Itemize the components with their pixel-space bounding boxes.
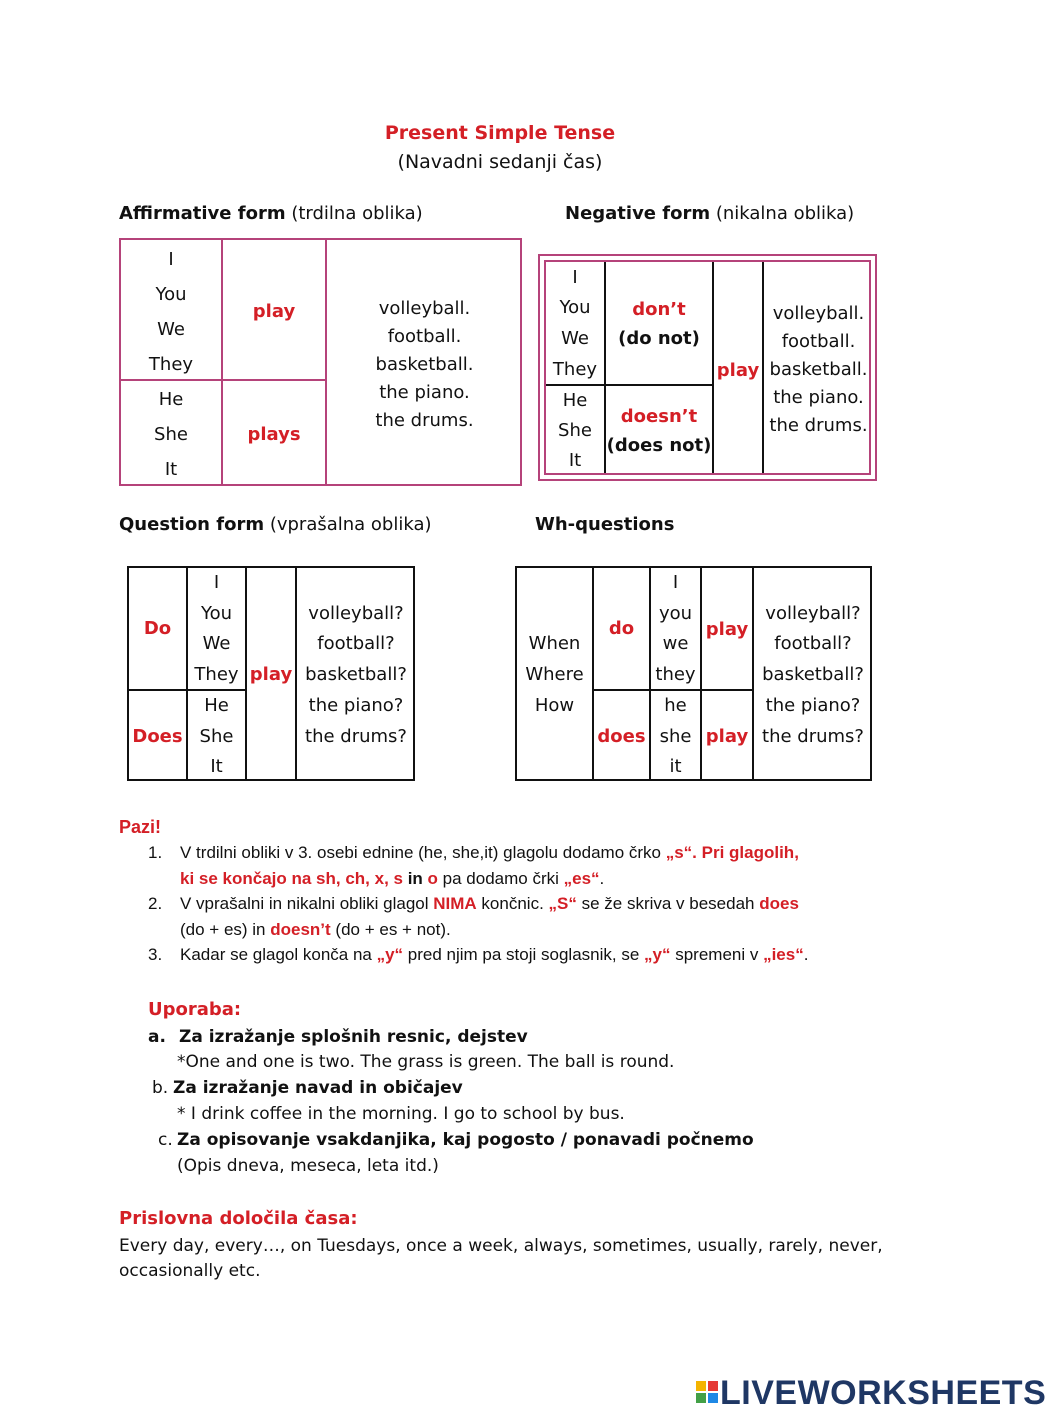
liveworksheets-logo-icon <box>696 1381 718 1403</box>
pronoun-they: They <box>148 354 194 375</box>
negative-heading-rest: (nikalna oblika) <box>710 203 855 224</box>
highlight: Pri glagolih, <box>696 843 799 862</box>
aux-do: Do <box>143 618 172 639</box>
pronoun-he: He <box>562 390 588 411</box>
aux-do-not: (do not) <box>618 328 700 349</box>
uporaba-heading: Uporaba: <box>148 999 242 1020</box>
object-1: volleyball? <box>765 603 861 624</box>
pronoun-it: It <box>164 459 178 480</box>
verb-play: play <box>716 360 760 381</box>
verb-play-top: play <box>705 619 749 640</box>
pronoun-i: I <box>572 267 578 288</box>
uporaba-c-text: Za opisovanje vsakdanjika, kaj pogosto / ponavadi počnemo <box>177 1130 754 1150</box>
pronoun-he: He <box>204 695 229 716</box>
aux-does: does <box>597 726 646 747</box>
liveworksheets-logo-text: LIVEWORKSHEETS <box>720 1374 1046 1412</box>
pronoun-they: they <box>655 664 696 685</box>
uporaba-b-label: b. <box>152 1078 169 1098</box>
highlight: „s“. <box>665 843 697 862</box>
aux-dont: don’t <box>632 299 686 320</box>
pronoun-she: She <box>154 424 188 445</box>
object-5: the drums. <box>769 415 868 436</box>
wh-questions-table <box>515 566 872 781</box>
highlight: NIMA <box>433 894 477 913</box>
affirmative-table <box>119 238 522 486</box>
aux-doesnt: doesn’t <box>620 406 698 427</box>
pazi-item-1-number: 1. <box>148 843 163 862</box>
wh-heading: Wh-questions <box>535 514 675 535</box>
object-2: football. <box>781 331 856 352</box>
uporaba-c-label: c. <box>158 1130 173 1150</box>
question-heading-bold: Question form <box>119 514 265 535</box>
object-1: volleyball. <box>378 298 471 319</box>
pronoun-she: She <box>199 726 234 747</box>
verb-play-bottom: play <box>705 726 749 747</box>
text: pred njim pa stoji soglasnik, se <box>403 945 645 964</box>
page-title: Present Simple Tense <box>384 122 616 144</box>
affirmative-heading <box>119 203 423 224</box>
text: V trdilni obliki v 3. osebi ednine (he, she,it) glagolu dodamo črko <box>180 843 666 862</box>
uporaba-a-example: *One and one is two. The grass is green. The ball is round. <box>177 1052 675 1072</box>
object-1: volleyball? <box>308 603 404 624</box>
pazi-heading: Pazi! <box>119 817 162 837</box>
highlight: „ies“ <box>763 945 804 964</box>
pronoun-it: It <box>210 756 223 777</box>
text: V vprašalni in nikalni obliki glagol <box>180 894 434 913</box>
prislovna-line-1: Every day, every…, on Tuesdays, once a week, always, sometimes, usually, rarely, never, <box>119 1236 883 1256</box>
object-3: basketball. <box>375 354 474 375</box>
pronoun-it: it <box>669 756 682 777</box>
object-2: football. <box>387 326 462 347</box>
object-1: volleyball. <box>772 303 865 324</box>
text: . <box>599 869 605 888</box>
question-heading <box>119 514 432 535</box>
text: . <box>803 945 809 964</box>
text: končnic. <box>476 894 549 913</box>
text: in <box>402 869 428 888</box>
wh-word-how: How <box>534 695 575 716</box>
negative-inner-border <box>544 260 871 475</box>
pazi-item-1 <box>180 840 900 892</box>
object-4: the piano? <box>308 695 404 716</box>
pronoun-he: He <box>158 389 184 410</box>
highlight: „es“ <box>563 869 600 888</box>
prislovna-heading: Prislovna določila časa: <box>119 1208 358 1229</box>
pronoun-we: We <box>157 319 185 340</box>
pazi-item-2 <box>180 891 900 943</box>
object-2: football? <box>317 633 395 654</box>
object-2: football? <box>774 633 852 654</box>
object-3: basketball? <box>762 664 864 685</box>
text: Kadar se glagol konča na <box>180 945 377 964</box>
pronoun-she: She <box>558 420 592 441</box>
verb-plays: plays <box>247 424 301 445</box>
negative-heading-bold: Negative form <box>565 203 711 224</box>
object-5: the drums? <box>305 726 407 747</box>
pronoun-i: I <box>213 572 220 593</box>
object-3: basketball. <box>769 359 868 380</box>
uporaba-b-example: * I drink coffee in the morning. I go to school by bus. <box>177 1104 625 1124</box>
object-4: the piano. <box>379 382 470 403</box>
pronoun-he: he <box>664 695 687 716</box>
pazi-item-3-number: 3. <box>148 945 163 964</box>
uporaba-b-text: Za izražanje navad in običajev <box>173 1078 463 1098</box>
question-heading-rest: (vprašalna oblika) <box>264 514 432 535</box>
pronoun-they: They <box>194 664 239 685</box>
verb-play: play <box>249 664 293 685</box>
affirmative-heading-bold: Affirmative form <box>119 203 286 224</box>
uporaba-a-label: a. <box>148 1027 166 1047</box>
object-5: the drums? <box>762 726 864 747</box>
object-4: the piano. <box>773 387 864 408</box>
object-5: the drums. <box>375 410 474 431</box>
highlight: o <box>427 869 438 888</box>
highlight: „S“ <box>548 894 577 913</box>
text: (do + es + not). <box>330 920 451 939</box>
pronoun-we: We <box>202 633 231 654</box>
text: spremeni v <box>670 945 764 964</box>
pronoun-i: I <box>672 572 679 593</box>
highlight: doesn’t <box>270 920 331 939</box>
text: pa dodamo črki <box>437 869 564 888</box>
aux-does-not: (does not) <box>606 435 712 456</box>
object-4: the piano? <box>765 695 861 716</box>
uporaba-a-text: Za izražanje splošnih resnic, dejstev <box>179 1027 528 1047</box>
wh-word-where: Where <box>525 664 584 685</box>
wh-word-when: When <box>528 633 581 654</box>
pronoun-we: we <box>662 633 689 654</box>
pronoun-it: It <box>568 450 582 471</box>
highlight: ki se končajo na sh, ch, x, s <box>180 869 403 888</box>
object-3: basketball? <box>305 664 407 685</box>
pazi-item-3 <box>180 942 900 968</box>
question-table <box>127 566 415 781</box>
aux-do: do <box>608 618 635 639</box>
text: (do + es) in <box>180 920 271 939</box>
pronoun-you: You <box>559 297 591 318</box>
text: se že skriva v besedah <box>576 894 760 913</box>
highlight: „y“ <box>644 945 671 964</box>
negative-heading <box>565 203 854 224</box>
pronoun-they: They <box>552 359 598 380</box>
highlight: „y“ <box>376 945 404 964</box>
aux-does: Does <box>132 726 183 747</box>
verb-play: play <box>252 301 296 322</box>
affirmative-heading-rest: (trdilna oblika) <box>285 203 423 224</box>
pronoun-i: I <box>168 249 174 270</box>
page-subtitle: (Navadni sedanji čas) <box>397 151 603 173</box>
negative-table <box>538 254 877 481</box>
uporaba-c-example: (Opis dneva, meseca, leta itd.) <box>177 1156 439 1176</box>
pronoun-you: You <box>200 603 233 624</box>
pronoun-you: you <box>658 603 693 624</box>
pronoun-you: You <box>155 284 187 305</box>
pronoun-we: We <box>561 328 589 349</box>
highlight: does <box>759 894 799 913</box>
pronoun-she: she <box>659 726 692 747</box>
prislovna-line-2: occasionally etc. <box>119 1261 261 1281</box>
pazi-item-2-number: 2. <box>148 894 163 913</box>
